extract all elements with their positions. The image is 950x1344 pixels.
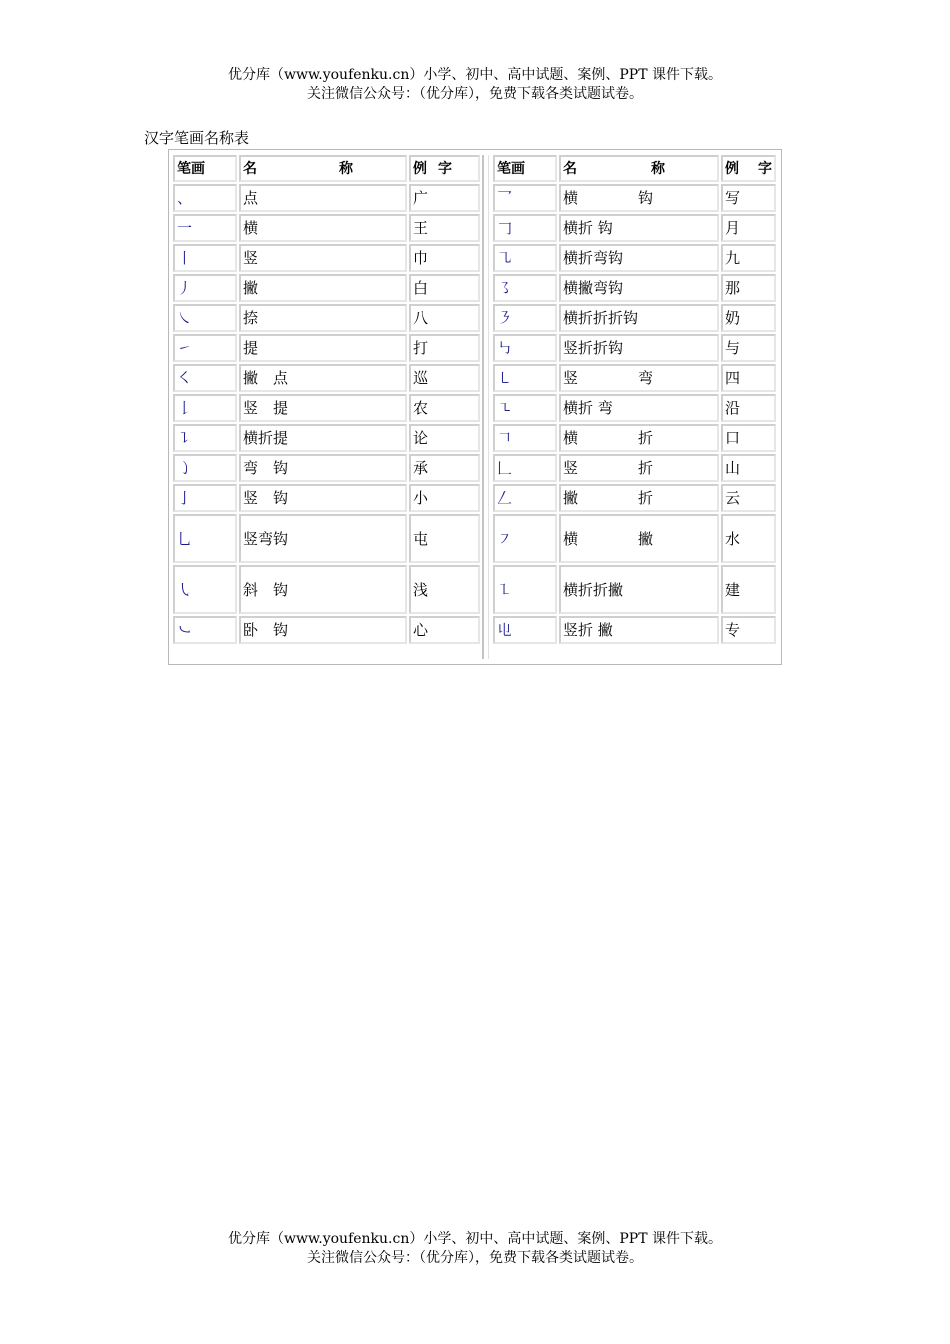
stroke-cell (493, 394, 557, 422)
stroke-glyph: 𠃊 (497, 459, 513, 477)
stroke-name: 弯 钩 (239, 454, 407, 482)
example-char: 打 (409, 334, 480, 362)
table-row (173, 304, 480, 332)
example-char: 九 (721, 244, 776, 272)
table-row (173, 616, 480, 644)
table-row (493, 274, 776, 302)
example-char: 沿 (721, 394, 776, 422)
table-header-row (173, 155, 480, 182)
stroke-glyph: ㇋ (497, 309, 513, 327)
stroke-cell (173, 424, 237, 452)
header-line-1: 优分库（www.youfenku.cn）小学、初中、高中试题、案例、PPT 课件下载。 (227, 67, 722, 83)
stroke-name: 横 (239, 214, 407, 242)
stroke-cell (493, 334, 557, 362)
stroke-name-part: 横折弯钩 (563, 249, 624, 267)
example-char: 那 (721, 274, 776, 302)
stroke-glyph: 𠃍 (497, 429, 513, 447)
stroke-cell (173, 565, 237, 614)
stroke-glyph: ㇁ (177, 459, 193, 477)
stroke-name (559, 364, 719, 392)
example-char: 心 (409, 616, 480, 644)
stroke-name (559, 244, 719, 272)
header-name: 名 称 (239, 155, 407, 182)
header-example: 例 字 (409, 155, 480, 182)
table-row (493, 616, 776, 644)
header-line-2: 关注微信公众号：（优分库），免费下载各类试题试卷。 (307, 86, 643, 102)
example-char: 山 (721, 454, 776, 482)
table-row (173, 565, 480, 614)
stroke-cell (173, 214, 237, 242)
stroke-cell (493, 214, 557, 242)
table-row (493, 364, 776, 392)
stroke-glyph: 丿 (177, 279, 193, 297)
stroke-cell (493, 514, 557, 563)
stroke-name: 卧 钩 (239, 616, 407, 644)
stroke-name: 竖 钩 (239, 484, 407, 512)
stroke-name-part: 横 (563, 529, 579, 548)
stroke-cell (493, 454, 557, 482)
stroke-cell (493, 184, 557, 212)
stroke-glyph: ㇀ (177, 339, 193, 357)
stroke-name-part: 横 (563, 189, 579, 207)
stroke-name-part: 钩 (637, 189, 653, 207)
table-row (173, 514, 480, 563)
stroke-glyph: 丨 (177, 249, 193, 267)
stroke-glyph: ㇌ (497, 279, 513, 297)
table-row (173, 334, 480, 362)
stroke-name-part: 横 (563, 429, 579, 447)
stroke-cell (493, 424, 557, 452)
stroke-glyph: 𠄌 (177, 399, 193, 417)
stroke-name-part: 横折 弯 (563, 399, 613, 417)
table-row (173, 394, 480, 422)
table-row (493, 214, 776, 242)
example-char: 月 (721, 214, 776, 242)
stroke-name (559, 184, 719, 212)
stroke-cell (173, 394, 237, 422)
example-char: 王 (409, 214, 480, 242)
footer-line-1: 优分库（www.youfenku.cn）小学、初中、高中试题、案例、PPT 课件下载。 (227, 1231, 722, 1247)
header-stroke: 笔画 (173, 155, 237, 182)
table-row (493, 484, 776, 512)
stroke-name-part: 竖折折钩 (563, 339, 624, 357)
example-char: 写 (721, 184, 776, 212)
example-char: 云 (721, 484, 776, 512)
stroke-name-part: 横撇弯钩 (563, 279, 624, 297)
stroke-cell (173, 244, 237, 272)
stroke-name (559, 514, 719, 563)
example-char: 白 (409, 274, 480, 302)
table-row (493, 394, 776, 422)
table-row (173, 454, 480, 482)
stroke-name: 提 (239, 334, 407, 362)
stroke-name (559, 334, 719, 362)
example-char: 水 (721, 514, 776, 563)
stroke-name-part: 折 (637, 429, 653, 447)
stroke-cell (493, 244, 557, 272)
stroke-name: 竖弯钩 (239, 514, 407, 563)
stroke-cell (173, 184, 237, 212)
stroke-name-part: 竖折 撇 (563, 621, 613, 639)
example-char: 专 (721, 616, 776, 644)
example-char: 屯 (409, 514, 480, 563)
example-char: 建 (721, 565, 776, 614)
stroke-glyph: ㇃ (177, 621, 193, 639)
stroke-glyph: ㇏ (177, 309, 193, 327)
example-char: 农 (409, 394, 480, 422)
stroke-name-part: 竖 (563, 369, 579, 387)
stroke-glyph: ㇍ (497, 399, 513, 417)
stroke-name: 撇 (239, 274, 407, 302)
example-char: 四 (721, 364, 776, 392)
example-char: 与 (721, 334, 776, 362)
example-char: 口 (721, 424, 776, 452)
example-char: 奶 (721, 304, 776, 332)
document-title: 汉字笔画名称表 (144, 129, 250, 147)
stroke-name-part: 横折 钩 (563, 219, 613, 237)
table-row (173, 274, 480, 302)
stroke-glyph: 𠃌 (497, 219, 513, 237)
table-row (493, 424, 776, 452)
header-name: 名 称 (559, 155, 719, 182)
stroke-glyph: ㇈ (497, 249, 513, 267)
example-char: 广 (409, 184, 480, 212)
stroke-glyph: 乚 (177, 529, 193, 548)
table-row (173, 424, 480, 452)
stroke-name (559, 394, 719, 422)
table-header-row (493, 155, 776, 182)
stroke-cell (493, 616, 557, 644)
stroke-glyph: ㇊ (177, 429, 193, 447)
table-divider (482, 155, 489, 659)
stroke-name (559, 304, 719, 332)
table-row (493, 244, 776, 272)
stroke-glyph: 𠃋 (497, 489, 513, 507)
example-char: 巡 (409, 364, 480, 392)
stroke-name: 横折提 (239, 424, 407, 452)
stroke-name (559, 424, 719, 452)
stroke-name (559, 214, 719, 242)
stroke-cell (173, 454, 237, 482)
stroke-cell (173, 616, 237, 644)
stroke-name: 撇 点 (239, 364, 407, 392)
stroke-name (559, 616, 719, 644)
footer-line-2: 关注微信公众号：（优分库），免费下载各类试题试卷。 (307, 1250, 643, 1266)
left-stroke-table (171, 153, 482, 661)
stroke-glyph: 一 (177, 219, 193, 237)
stroke-cell (493, 274, 557, 302)
page-header (0, 66, 950, 104)
stroke-glyph: ㇅ (497, 580, 513, 599)
table-row (173, 244, 480, 272)
stroke-name: 捺 (239, 304, 407, 332)
stroke-glyph: ㇉ (497, 339, 513, 357)
stroke-name: 点 (239, 184, 407, 212)
stroke-cell (173, 274, 237, 302)
example-char: 小 (409, 484, 480, 512)
table-row (173, 364, 480, 392)
stroke-name-part: 折 (637, 459, 653, 477)
example-char: 巾 (409, 244, 480, 272)
example-char: 八 (409, 304, 480, 332)
stroke-cell (493, 484, 557, 512)
stroke-glyph: ㇇ (497, 529, 513, 548)
table-row (493, 334, 776, 362)
table-row (493, 514, 776, 563)
stroke-glyph: ㇂ (177, 580, 193, 599)
example-char: 浅 (409, 565, 480, 614)
stroke-cell (173, 334, 237, 362)
stroke-name (559, 454, 719, 482)
table-row (173, 214, 480, 242)
table-row (493, 565, 776, 614)
stroke-cell (493, 565, 557, 614)
stroke-name-part: 横折折撇 (563, 580, 624, 599)
stroke-glyph: 𠄑 (497, 621, 513, 639)
table-row (493, 454, 776, 482)
stroke-name: 竖 提 (239, 394, 407, 422)
table-row (173, 184, 480, 212)
stroke-name-part: 弯 (637, 369, 653, 387)
right-stroke-table (491, 153, 778, 661)
stroke-cell (173, 304, 237, 332)
stroke-name-part: 横折折折钩 (563, 309, 639, 327)
stroke-name: 竖 (239, 244, 407, 272)
stroke-cell (173, 484, 237, 512)
stroke-table (168, 149, 782, 665)
header-example: 例 字 (721, 155, 776, 182)
header-stroke: 笔画 (493, 155, 557, 182)
stroke-name (559, 565, 719, 614)
stroke-glyph: 亅 (177, 489, 193, 507)
stroke-name (559, 274, 719, 302)
stroke-name-part: 折 (637, 489, 653, 507)
page-footer (0, 1230, 950, 1268)
stroke-glyph: ㇄ (497, 369, 513, 387)
table-row (173, 484, 480, 512)
stroke-name: 斜 钩 (239, 565, 407, 614)
stroke-name (559, 484, 719, 512)
stroke-glyph: ㇛ (177, 369, 193, 387)
stroke-cell (493, 364, 557, 392)
example-char: 承 (409, 454, 480, 482)
stroke-glyph: 乛 (497, 189, 513, 207)
table-row (493, 184, 776, 212)
stroke-cell (493, 304, 557, 332)
stroke-name-part: 竖 (563, 459, 579, 477)
stroke-glyph: 、 (177, 189, 193, 207)
stroke-name-part: 撇 (563, 489, 579, 507)
table-row (493, 304, 776, 332)
stroke-cell (173, 514, 237, 563)
stroke-cell (173, 364, 237, 392)
example-char: 论 (409, 424, 480, 452)
stroke-name-part: 撇 (637, 529, 653, 548)
